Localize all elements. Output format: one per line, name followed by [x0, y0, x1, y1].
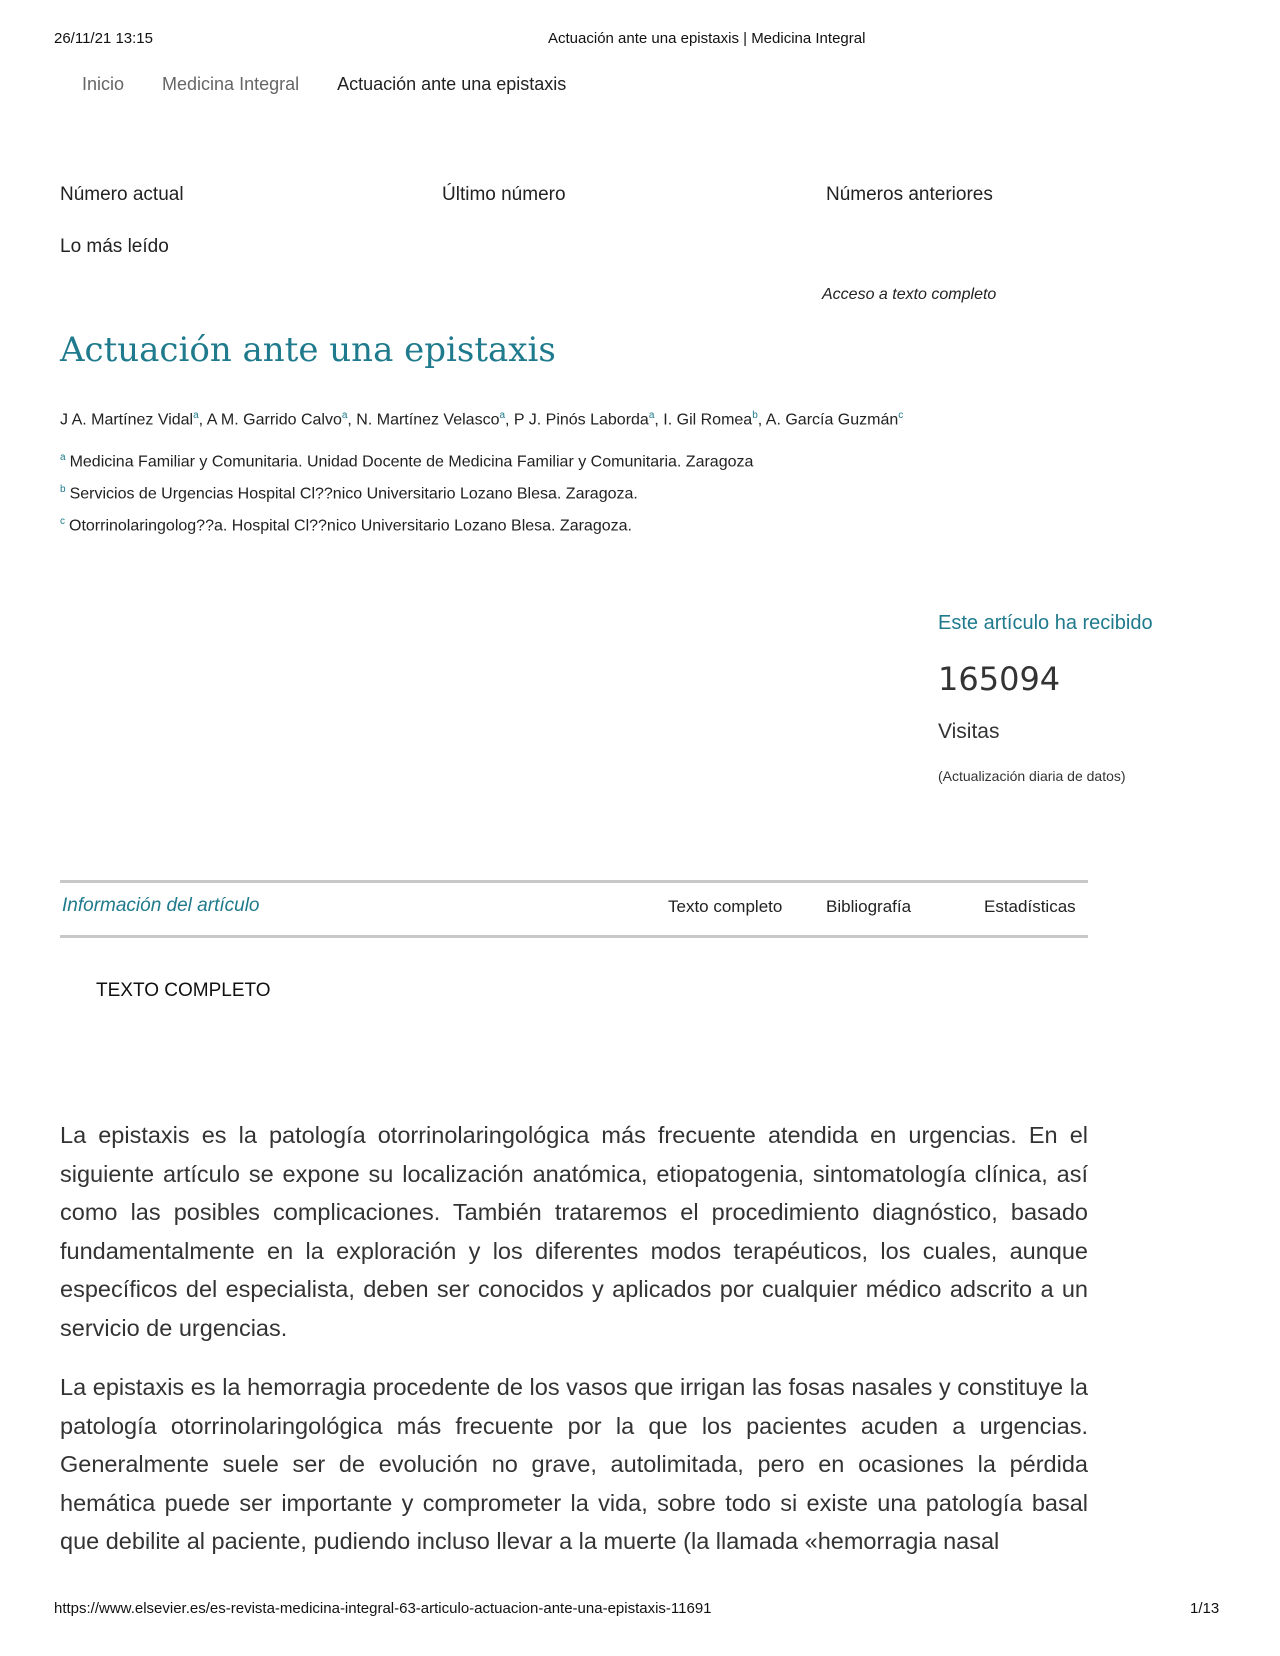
stats-label: Este artículo ha recibido — [938, 612, 1153, 634]
author-affiliation-key: b — [752, 410, 758, 421]
author-affiliation-key: a — [648, 410, 655, 421]
breadcrumb-journal[interactable]: Medicina Integral — [162, 74, 300, 94]
author-affiliation-key: a — [499, 410, 506, 421]
tab-statistics[interactable]: Estadísticas — [984, 897, 1076, 916]
author-name[interactable]: P J. Pinós Laborda — [513, 411, 649, 429]
section-heading: TEXTO COMPLETO — [96, 980, 271, 1001]
print-page-title: Actuación ante una epistaxis | Medicina Integral — [548, 30, 866, 47]
visits-label: Visitas — [938, 720, 1000, 743]
affiliation-text: Otorrinolaringolog??a. Hospital Cl??nico Universitario Lozano Blesa. Zaragoza. — [69, 517, 632, 535]
access-label: Acceso a texto completo — [822, 286, 997, 303]
author-name[interactable]: A M. Garrido Calvo — [206, 411, 342, 429]
author-name[interactable]: A. García Guzmán — [765, 411, 899, 429]
nav-current-issue[interactable]: Número actual — [60, 184, 184, 205]
affiliation-a — [60, 452, 753, 471]
author-affiliation-key: c — [898, 410, 904, 421]
paragraph-abstract: La epistaxis es la patología otorrinolaringológica más frecuente atendida en urgencias. En el siguiente artículo se expone su localización anatómica, etiopatogenia, sintomatología clínica, así como las posibles complicaciones. También trataremos el procedimiento diagnóstico, basado fundamentalmente en la exploración y los diferentes modos terapéuticos, los cuales, aunque específicos del especialista, deben ser conocidos y aplicados por cualquier médico adscrito a un servicio de urgencias. — [60, 1122, 1088, 1341]
breadcrumb — [82, 74, 566, 95]
nav-most-read[interactable]: Lo más leído — [60, 236, 169, 257]
article-tabs — [60, 880, 1088, 938]
author-list: J A. Martínez Vidal$^a$, A M. Garrido Calvo$^a$, N. Martínez Velasco$^a$, P J. Pinós Laborda$^a$, I. Gil Romea$^b$, A. García Guzmán$^c$ — [60, 410, 904, 429]
nav-previous-issues[interactable]: Números anteriores — [826, 184, 993, 205]
print-datetime: 26/11/21 13:15 — [54, 30, 153, 47]
tab-full-text[interactable]: Texto completo — [668, 897, 783, 916]
author-name[interactable]: N. Martínez Velasco — [356, 411, 500, 429]
tab-bibliography[interactable]: Bibliografía — [826, 897, 912, 916]
breadcrumb-current: Actuación ante una epistaxis — [337, 74, 567, 94]
visit-count: 165094 — [938, 660, 1061, 698]
tab-article-info[interactable]: Información del artículo — [62, 895, 260, 916]
print-page-number: 1/13 — [1190, 1600, 1220, 1617]
affiliation-key: a — [60, 452, 66, 463]
affiliation-key: b — [60, 484, 66, 495]
affiliation-text: Medicina Familiar y Comunitaria. Unidad Docente de Medicina Familiar y Comunitaria. Zaragoza — [69, 453, 754, 471]
affiliation-c — [60, 516, 632, 535]
author-affiliation-key: a — [341, 410, 348, 421]
breadcrumb-home[interactable]: Inicio — [82, 74, 125, 94]
stats-note: (Actualización diaria de datos) — [938, 768, 1126, 784]
paragraph-intro: La epistaxis es la hemorragia procedente de los vasos que irrigan las fosas nasales y constituye la patología otorrinolaringológica más frecuente por la que los pacientes acuden a urgencias. Generalmente suele ser de evolución no grave, autolimitada, pero en ocasiones la pérdida hemática puede ser importante y comprometer la vida, sobre todo si existe una patología basal que debilite al paciente, pudiendo incluso llevar a la muerte (la llamada «hemorragia nasal — [60, 1374, 1088, 1554]
affiliation-b — [60, 484, 638, 503]
print-url: https://www.elsevier.es/es-revista-medicina-integral-63-articulo-actuacion-ante-una-epistaxis-11691 — [54, 1600, 712, 1617]
affiliation-key: c — [60, 516, 65, 527]
affiliation-text: Servicios de Urgencias Hospital Cl??nico Universitario Lozano Blesa. Zaragoza. — [69, 485, 638, 503]
article-title: Actuación ante una epistaxis — [60, 330, 556, 370]
nav-last-issue[interactable]: Último número — [442, 184, 566, 205]
author-name[interactable]: J A. Martínez Vidal — [60, 411, 194, 429]
author-name[interactable]: I. Gil Romea — [663, 411, 753, 429]
author-affiliation-key: a — [193, 410, 199, 421]
